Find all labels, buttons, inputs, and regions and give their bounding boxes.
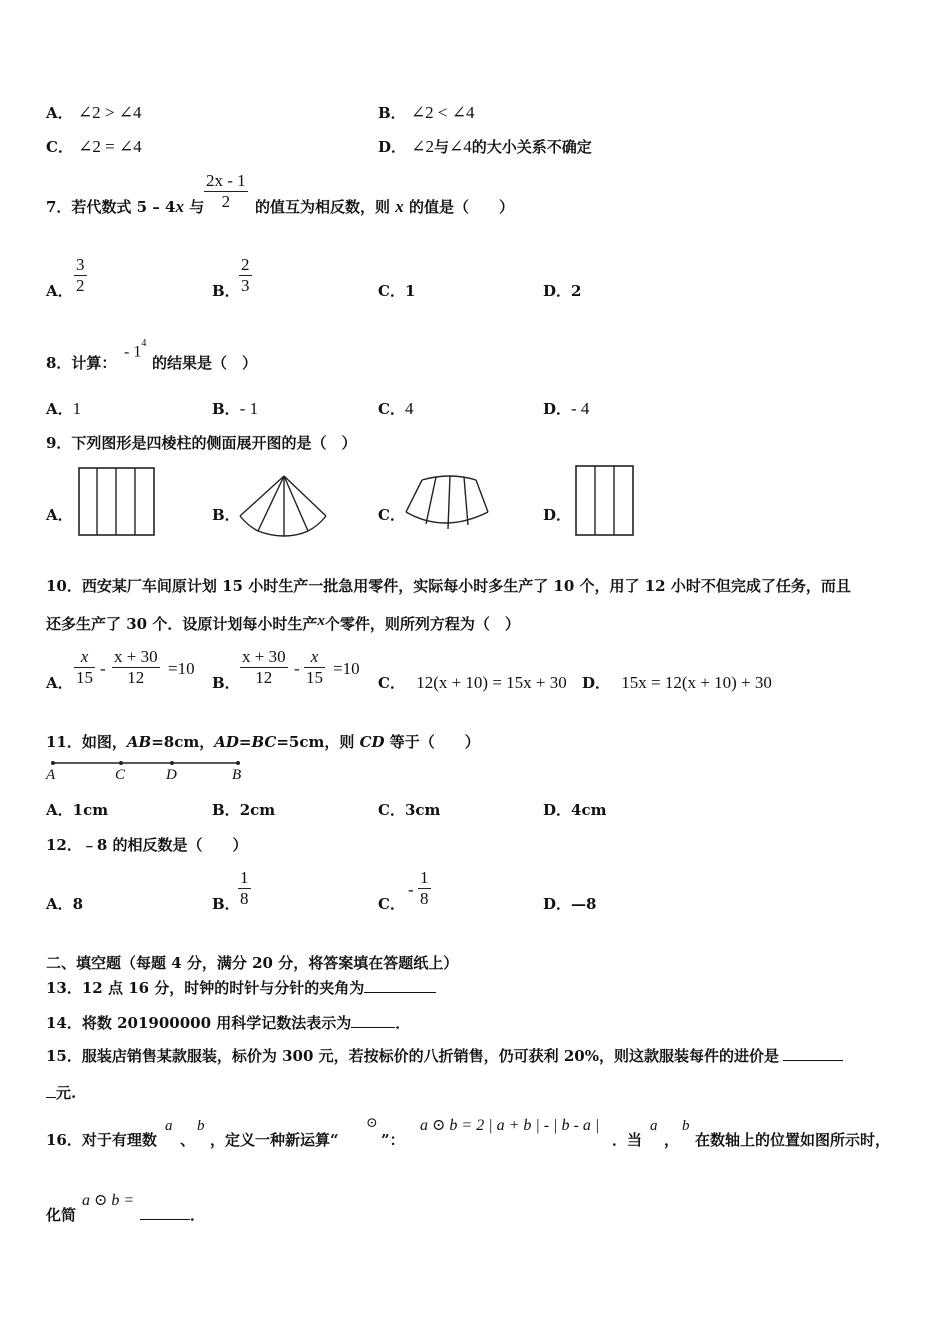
option-text: - 1 — [239, 399, 259, 418]
q6-option-c — [46, 136, 142, 157]
q16-var-a2: a — [650, 1118, 658, 1134]
q10-a-rhs: =10 — [168, 659, 195, 678]
option-text: ∠2 = ∠4 — [78, 137, 142, 156]
q7-option-a-label: A． — [46, 282, 73, 300]
q8-option-b — [212, 398, 258, 419]
q16-definition: a ⊙ b = 2 | a + b | - | b - a | — [420, 1117, 600, 1134]
q12-option-c-fraction — [418, 868, 431, 909]
q14 — [46, 1012, 410, 1033]
q11-point-a: A — [46, 767, 56, 783]
q11-stem — [46, 731, 480, 752]
q7-stem-tail — [255, 196, 514, 217]
q16-mid: ，定义一种新运算“ — [210, 1131, 339, 1149]
q12-option-b-label: B． — [212, 895, 240, 913]
q16-sep: 、 — [180, 1131, 196, 1149]
q9-figure-c — [404, 474, 490, 536]
option-equation: 15x = 12(x + 10) + 30 — [621, 673, 772, 692]
q7-stem — [46, 196, 204, 217]
option-text: 2cm — [239, 801, 276, 819]
answer-blank[interactable] — [783, 1046, 843, 1061]
option-text: 的大小关系不确定 — [471, 138, 592, 156]
variable: x — [175, 197, 184, 216]
stem-text: 与 — [183, 198, 205, 216]
variable: x — [395, 197, 404, 216]
segment: BC — [251, 733, 277, 751]
q15-line2 — [46, 1082, 76, 1103]
q11-segment-figure — [48, 758, 248, 786]
q12-option-c-sign: - — [408, 880, 414, 899]
numerator: x — [80, 647, 89, 666]
option-label: B． — [378, 104, 406, 122]
q16-post: ．当 — [612, 1131, 643, 1149]
exponent: 4 — [141, 338, 147, 349]
stem-text: 还多生产了 30 个．设原计划每小时生产 — [46, 615, 318, 633]
option-text: ∠2 < ∠4 — [410, 103, 475, 122]
option-label: C． — [46, 138, 73, 156]
q12-option-c-label: C． — [378, 895, 405, 913]
q10-a-frac2 — [112, 647, 160, 688]
section-heading: 二、填空题（每题 4 分，满分 20 分，将答案填在答题纸上） — [46, 954, 459, 972]
option-label: B． — [212, 801, 240, 819]
stem-text: 15．服装店销售某款服装，标价为 300 元，若按标价的八折销售，仍可获利 20%，则这款服装每件的进价是 — [46, 1047, 779, 1065]
q9-stem: 9．下列图形是四棱柱的侧面展开图的是（ ） — [46, 434, 357, 452]
option-label: A． — [46, 104, 73, 122]
stem-text: 个零件，则所列方程为（ ） — [324, 615, 520, 633]
q16-tail: 在数轴上的位置如图所示时， — [695, 1131, 891, 1149]
q8-option-c — [378, 398, 413, 419]
option-label: A． — [46, 895, 73, 913]
denominator: 8 — [240, 889, 249, 908]
option-label: D． — [543, 282, 572, 300]
q10-b-rhs: =10 — [333, 659, 360, 678]
q7-fraction — [204, 171, 248, 212]
denominator: 12 — [240, 667, 288, 688]
q11-point-c: C — [115, 767, 126, 783]
option-label: D． — [543, 801, 572, 819]
option-equation: 12(x + 10) = 15x + 30 — [416, 673, 567, 692]
q9-figure-a — [78, 467, 156, 537]
q9-option-d-label: D． — [543, 506, 572, 524]
q8-expression — [124, 338, 147, 361]
q9-option-a-label: A． — [46, 506, 73, 524]
option-math: ∠2 — [411, 137, 434, 156]
q16-var-a: a — [165, 1118, 173, 1134]
option-text: 1cm — [72, 801, 109, 819]
q16-pre: 16．对于有理数 — [46, 1131, 157, 1149]
option-text: —8 — [571, 895, 597, 913]
q7-option-b-label: B． — [212, 282, 240, 300]
q7-option-a-fraction — [74, 255, 87, 296]
stem-text: ． — [190, 1206, 206, 1224]
option-math: ∠4 — [449, 137, 472, 156]
q9-figure-d — [575, 465, 635, 537]
q13 — [46, 977, 436, 998]
q10-option-a-label: A． — [46, 674, 73, 692]
q10-b-frac1 — [240, 647, 288, 688]
q11-option-b — [212, 799, 275, 820]
q11-option-c — [378, 799, 440, 820]
stem-text: 11．如图， — [46, 733, 127, 751]
q6-option-a — [46, 102, 141, 123]
q11-option-a — [46, 799, 108, 820]
denominator: 2 — [76, 276, 85, 295]
answer-blank[interactable] — [351, 1013, 395, 1028]
stem-text: = — [238, 733, 252, 751]
stem-text: =8cm， — [151, 733, 215, 751]
stem-text: 14．将数 201900000 用科学记数法表示为 — [46, 1014, 352, 1032]
q16-comma: ， — [664, 1131, 680, 1149]
option-label: C． — [378, 674, 405, 692]
q10-line2 — [46, 613, 520, 634]
q12-option-b-fraction — [238, 868, 251, 909]
variable: x — [317, 613, 325, 629]
option-label: C． — [378, 801, 405, 819]
stem-text: ． — [395, 1014, 411, 1032]
q9-figure-b — [238, 474, 328, 538]
q16-var-b2: b — [682, 1118, 690, 1134]
q16-line2-expr: a ⊙ b = — [82, 1192, 135, 1209]
stem-text: 等于（ ） — [384, 733, 480, 751]
option-text: 2 — [571, 282, 582, 300]
numerator: 1 — [420, 868, 429, 887]
numerator: 3 — [76, 255, 85, 274]
q9-option-c-label: C． — [378, 506, 405, 524]
q10-b-frac2 — [304, 647, 325, 688]
denominator: 8 — [420, 889, 429, 908]
numerator: x — [310, 647, 319, 666]
stem-text: 的值是（ ） — [403, 198, 514, 216]
q10-a-frac1 — [74, 647, 95, 688]
q16-answer — [140, 1204, 205, 1225]
q16-var-b: b — [197, 1118, 205, 1134]
q16-op-symbol: ⊙ — [366, 1116, 378, 1131]
q7-option-d — [543, 280, 581, 301]
option-text: 1 — [72, 399, 82, 418]
q7-option-b-fraction — [239, 255, 252, 296]
option-label: A． — [46, 400, 73, 418]
q8-stem-pre: 8．计算： — [46, 354, 117, 372]
option-label: B． — [212, 400, 240, 418]
option-label: D． — [543, 400, 572, 418]
q10-b-op: - — [294, 659, 300, 678]
q9-option-b-label: B． — [212, 506, 240, 524]
segment: AD — [214, 733, 239, 751]
option-text: 1 — [404, 282, 416, 300]
stem-text: 的值互为相反数，则 — [255, 198, 396, 216]
answer-blank-cont[interactable] — [46, 1083, 56, 1098]
q8-option-d — [543, 398, 589, 419]
denominator: 2 — [204, 191, 248, 212]
option-text: 4 — [404, 399, 414, 418]
option-label: D． — [543, 895, 572, 913]
answer-blank[interactable] — [364, 978, 436, 993]
q10-option-d — [582, 672, 772, 693]
q16-line2-pre: 化简 — [46, 1206, 77, 1224]
answer-blank[interactable] — [140, 1205, 190, 1220]
q10-option-b-label: B． — [212, 674, 240, 692]
q6-option-d — [378, 136, 592, 157]
q8-stem-post: 的结果是（ ） — [152, 354, 258, 372]
option-label: D． — [378, 138, 407, 156]
option-text: ∠2 > ∠4 — [77, 103, 142, 122]
q16-mid2: ”： — [381, 1131, 405, 1149]
segment: CD — [359, 733, 385, 751]
numerator: x + 30 — [242, 647, 286, 666]
q15-line1 — [46, 1045, 843, 1066]
q6-option-b — [378, 102, 475, 123]
denominator: 3 — [241, 276, 250, 295]
q10-line1: 10．西安某厂车间原计划 15 小时生产一批急用零件，实际每小时多生产了 10 个，用了 12 小时不但完成了任务，而且 — [46, 577, 851, 595]
numerator: x + 30 — [114, 647, 158, 666]
q12-stem: 12．﹣8 的相反数是（ ） — [46, 836, 248, 854]
segment: AB — [126, 733, 152, 751]
option-text: - 4 — [571, 399, 590, 418]
option-label: D． — [582, 674, 611, 692]
option-text: 8 — [72, 895, 84, 913]
option-label: C． — [378, 282, 405, 300]
numerator: 2x - 1 — [206, 171, 246, 190]
option-label: C． — [378, 400, 405, 418]
q7-option-c — [378, 280, 415, 301]
denominator: 15 — [76, 668, 93, 687]
q8-option-a — [46, 398, 81, 419]
base: - 1 — [124, 343, 142, 361]
q12-option-d — [543, 893, 596, 914]
denominator: 12 — [112, 667, 160, 688]
q11-point-b: B — [232, 767, 242, 783]
numerator: 2 — [241, 255, 250, 274]
denominator: 15 — [306, 668, 323, 687]
q12-option-a — [46, 893, 83, 914]
q10-option-c — [378, 672, 567, 693]
q11-point-d: D — [166, 767, 177, 783]
stem-text: 13．12 点 16 分，时钟的时针与分针的夹角为 — [46, 979, 365, 997]
q10-a-op: - — [100, 659, 106, 678]
q11-option-d — [543, 799, 606, 820]
stem-text: 7．若代数式 5 – 4 — [46, 198, 176, 216]
stem-text: 元. — [56, 1084, 77, 1102]
option-text: 与 — [434, 138, 450, 156]
stem-text: =5cm，则 — [276, 733, 360, 751]
option-text: 4cm — [571, 801, 607, 819]
numerator: 1 — [240, 868, 249, 887]
option-label: A． — [46, 801, 73, 819]
option-text: 3cm — [404, 801, 441, 819]
